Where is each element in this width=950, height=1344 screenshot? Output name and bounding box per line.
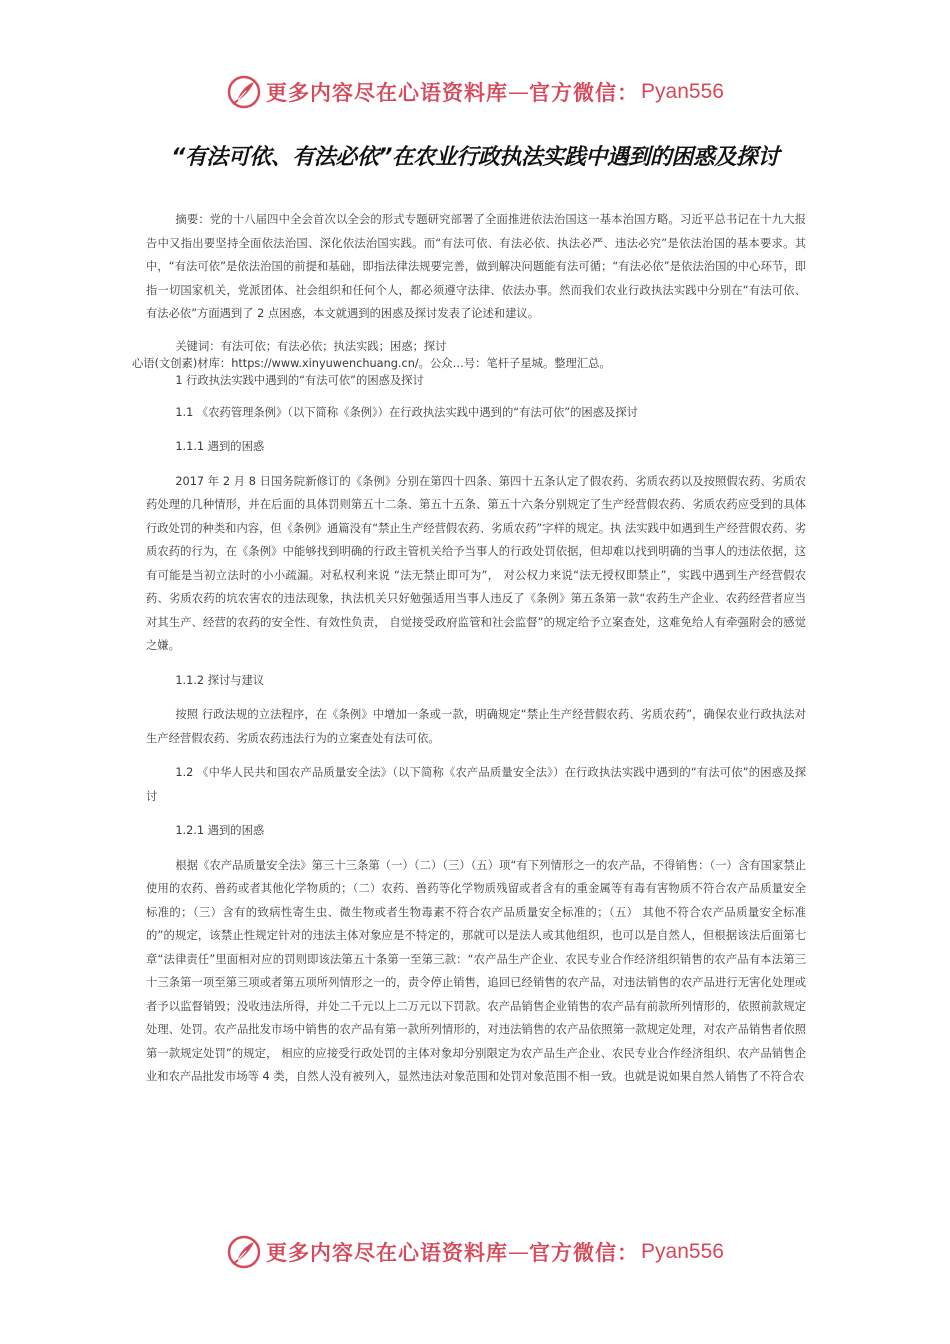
- section-1-1-2-heading: 1.1.2 探讨与建议: [175, 673, 265, 687]
- banner-wechat-handle: Pyan556: [641, 1240, 724, 1263]
- paragraph-2: 按照 行政法规的立法程序，在《条例》中增加一条或一款，明确规定“禁止生产经营假农药、劣质农药”，确保农业行政执法对生产经营假农药、劣质农药违法行为的立案查处有法可依。: [146, 708, 806, 745]
- paragraph-1: 2017 年 2 月 8 日国务院新修订的《条例》分别在第四十四条、第四十五条认定了假农药、劣质农药以及按照假农药、劣质农药处理的几种情形，并在后面的具体罚则第五十二条、第五十五条、第五十六条分别规定了生产经营假农药、劣质农药应受到的具体行政处罚的种类和内容，但《条例》通篇没有“禁止生产经营假农药、劣质农药”字样的规定。执 法实践中如遇到生产经营假农药、劣质农药的行为，在《条例》中能够找到明确的行政主管机关给予当事人的行政处罚依据，但却难以找到明确的当事人的违法依据，这有可能是当初立法时的小小疏漏。对私权利来说 “法无禁止即可为”， 对公权力来说“法无授权即禁止”，实践中遇到生产经营假农药、劣质农药的坑农害农的违法现象，执法机关只好勉强适用当事人违反了《条例》第五条第一款“农药生产企业、农药经营者应当对其生产、经营的农药的安全性、有效性负责， 自觉接受政府监管和社会监督”的规定给予立案查处，这难免给人有牵强附会的感觉之嫌。: [146, 474, 806, 652]
- banner-separator: —: [508, 80, 530, 104]
- banner-wechat-handle: Pyan556: [641, 80, 724, 103]
- footer-banner: [0, 1232, 950, 1272]
- document-body: [132, 208, 806, 1089]
- document-title: “有法可依、有法必依”在农业行政执法实践中遇到的困惑及探讨: [171, 145, 779, 170]
- section-1-2-1-heading: 1.2.1 遇到的困惑: [175, 824, 265, 837]
- banner-official-label: 官方微信：: [529, 1240, 640, 1265]
- abstract-paragraph: 摘要：党的十八届四中全会首次以全会的形式专题研究部署了全面推进依法治国这一基本治国方略。习近平总书记在十九大报告中又指出要坚持全面依法治国、深化依法治国实践。而“有法可依、有法必依、执法必严、违法必究”是依法治国的基本要求。其中，“有法可依”是依法治国的前提和基础，即指法律法规要完善，做到解决问题能有法可循；“有法必依”是依法治国的中心环节，即指一切国家机关，党派团体、社会组织和任何个人，都必须遵守法律、依法办事。然而我们农业行政执法实践中分别在“有法可依、有法必依”方面遇到了 2 点困惑，本文就遇到的困惑及探讨发表了论述和建议。: [146, 213, 806, 320]
- feather-pen-logo-icon: [226, 74, 262, 110]
- banner-separator: —: [508, 1240, 530, 1264]
- banner-library-text: 更多内容尽在心语资料库: [266, 80, 509, 105]
- feather-pen-logo-icon: [226, 1234, 262, 1270]
- section-1-1-1-heading: 1.1.1 遇到的困惑: [175, 440, 265, 453]
- banner-official-label: 官方微信：: [529, 80, 640, 105]
- section-1-1-heading: 1.1 《农药管理条例》（以下简称《条例》）在行政执法实践中遇到的“有法可依”的困惑及探讨: [175, 405, 638, 419]
- paragraph-3: 根据《农产品质量安全法》第三十三条第（一）（二）（三）（五）项“有下列情形之一的农产品，不得销售：（一）含有国家禁止使用的农药、兽药或者其他化学物质的；（二）农药、兽药等化学物质残留或者含有的重金属等有毒有害物质不符合农产品质量安全标准的；（三）含有的致病性寄生虫、微生物或者生物毒素不符合农产品质量安全标准的；（五） 其他不符合农产品质量安全标准的”的规定，该禁止性规定针对的违法主体对象应是不特定的，那就可以是法人或其他组织，也可以是自然人，但根据该法后面第七章“法律责任”里面相对应的罚则即该法第五十条第一至第三款：“农产品生产企业、农民专业合作经济组织销售的农产品有本法第三十三条第一项至第三项或者第五项所列情形之一的，责令停止销售，追回已经销售的农产品，对违法销售的农产品进行无害化处理或者予以监督销毁；没收违法所得，并处二千元以上二万元以下罚款。农产品销售企业销售的农产品有前款所列情形的，依照前款规定处理、处罚。农产品批发市场中销售的农产品有第一款所列情形的，对违法销售的农产品依照第一款规定处理，对农产品销售者依照第一款规定处罚”的规定， 相应的应接受行政处罚的主体对象却分别限定为农产品生产企业、农民专业合作经济组织、农产品销售企业和农产品批发市场等 4 类，自然人没有被列入，显然违法对象范围和处罚对象范围不相一致。也就是说如果自然人销售了不符合农: [146, 858, 806, 1083]
- keywords-line: 关键词：有法可依；有法必依；执法实践；困惑；探讨: [175, 339, 447, 353]
- section-1-2-heading: 1.2 《中华人民共和国农产品质量安全法》（以下简称《农产品质量安全法》）在行政执法实践中遇到的“有法可依”的困惑及探讨: [146, 766, 806, 803]
- banner-library-text: 更多内容尽在心语资料库: [266, 1240, 509, 1265]
- section-1-heading: 1 行政执法实践中遇到的“有法可依”的困惑及探讨: [175, 373, 424, 387]
- watermark-line: 心语(文创素)材库：https://www.xinyuwenchuang.cn/。公众…号：笔杆子星城。整理汇总。: [132, 356, 611, 370]
- header-banner: [0, 72, 950, 112]
